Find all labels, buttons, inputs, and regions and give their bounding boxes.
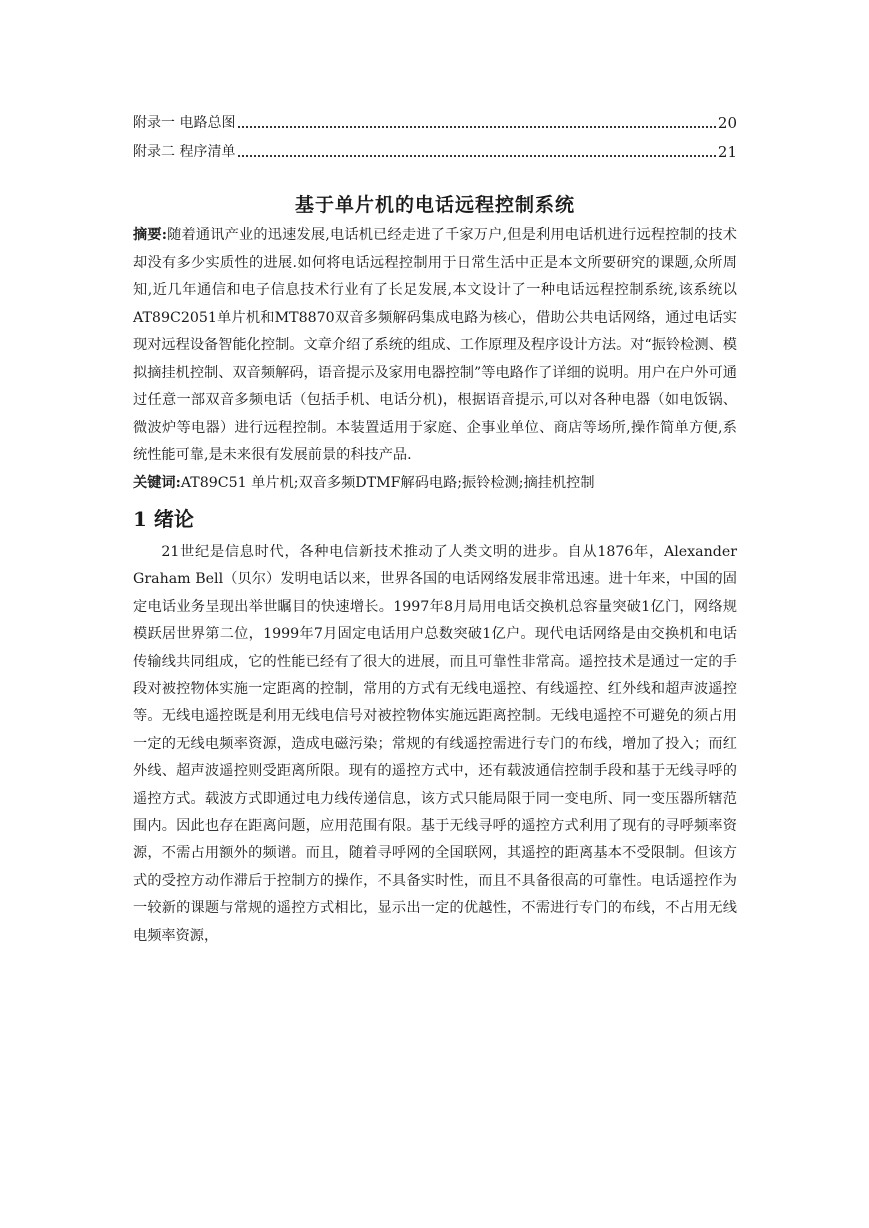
toc-entry-label: 附录一 电路总图 — [133, 115, 236, 131]
abstract-label: 摘要: — [133, 227, 167, 243]
section-paragraph: 21世纪是信息时代，各种电信新技术推动了人类文明的进步。自从1876年，Alexander Graham Bell（贝尔）发明电话以来，世界各国的电话网络发展非常迅速。进十年来，中国的固定电话业务呈现出举世瞩目的快速增长。1997年8月局用电话交换机总容量突破1亿门，网络规模跃居世界第二位，1999年7月固定电话用户总数突破1亿户。现代电话网络是由交换机和电话传输线共同组成，它的性能已经有了很大的进展，而且可靠性非常高。遥控技术是通过一定的手段对被控物体实施一定距离的控制，常用的方式有无线电遥控、有线遥控、红外线和超声波遥控等。无线电遥控既是利用无线电信号对被控物体实施远距离控制。无线电遥控不可避免的须占用一定的无线电频率资源，造成电磁污染；常规的有线遥控需进行专门的布线，增加了投入；而红外线、超声波遥控则受距离所限。现有的遥控方式中，还有载波通信控制手段和基于无线寻呼的遥控方式。载波方式即通过电力线传递信息，该方式只能局限于同一变电所、同一变压器所辖范围内。因此也存在距离问题，应用范围有限。基于无线寻呼的遥控方式利用了现有的寻呼频率资源，不需占用额外的频谱。而且，随着寻呼网的全国联网，其遥控的距离基本不受限制。但该方式的受控方动作滞后于控制方的操作，不具备实时性，而且不具备很高的可靠性。电话遥控作为一较新的课题与常规的遥控方式相比，显示出一定的优越性，不需进行专门的布线，不占用无线电频率资源， — [133, 544, 737, 944]
toc-leader-dots — [238, 154, 715, 157]
toc-entry-appendix-2[interactable] — [133, 141, 737, 162]
toc-entry-appendix-1[interactable] — [133, 112, 737, 133]
section-heading: 1 绪论 — [133, 507, 194, 531]
abstract-text: 随着通讯产业的迅速发展,电话机已经走进了千家万户,但是利用电话机进行远程控制的技术却没有多少实质性的进展.如何将电话远程控制用于日常生活中正是本文所要研究的课题,众所周知,近几年通信和电子信息技术行业有了长足发展,本文设计了一种电话远程控制系统,该系统以AT89C2051单片机和MT8870双音多频解码集成电路为核心，借助公共电话网络，通过电话实现对远程设备智能化控制。文章介绍了系统的组成、工作原理及程序设计方法。对“振铃检测、模拟摘挂机控制、双音频解码，语音提示及家用电器控制”等电路作了详细的说明。用户在户外可通过任意一部双音多频电话（包括手机、电话分机)，根据语音提示,可以对各种电器（如电饭锅、微波炉等电器）进行远程控制。本装置适用于家庭、企事业单位、商店等场所,操作简单方便,系统性能可靠,是未来很有发展前景的科技产品. — [133, 227, 737, 463]
document-title: 基于单片机的电话远程控制系统 — [294, 194, 575, 216]
toc-leader-dots — [238, 125, 715, 128]
toc-entry-page-number: 20 — [717, 114, 737, 132]
abstract — [133, 222, 737, 470]
document-page — [133, 112, 737, 950]
toc-entry-label: 附录二 程序清单 — [133, 144, 236, 160]
keywords — [133, 470, 737, 498]
keywords-text: AT89C51 单片机;双音多频DTMF解码电路;振铃检测;摘挂机控制 — [180, 474, 595, 491]
keywords-label: 关键词: — [133, 474, 181, 491]
toc-entry-page-number: 21 — [717, 143, 737, 161]
